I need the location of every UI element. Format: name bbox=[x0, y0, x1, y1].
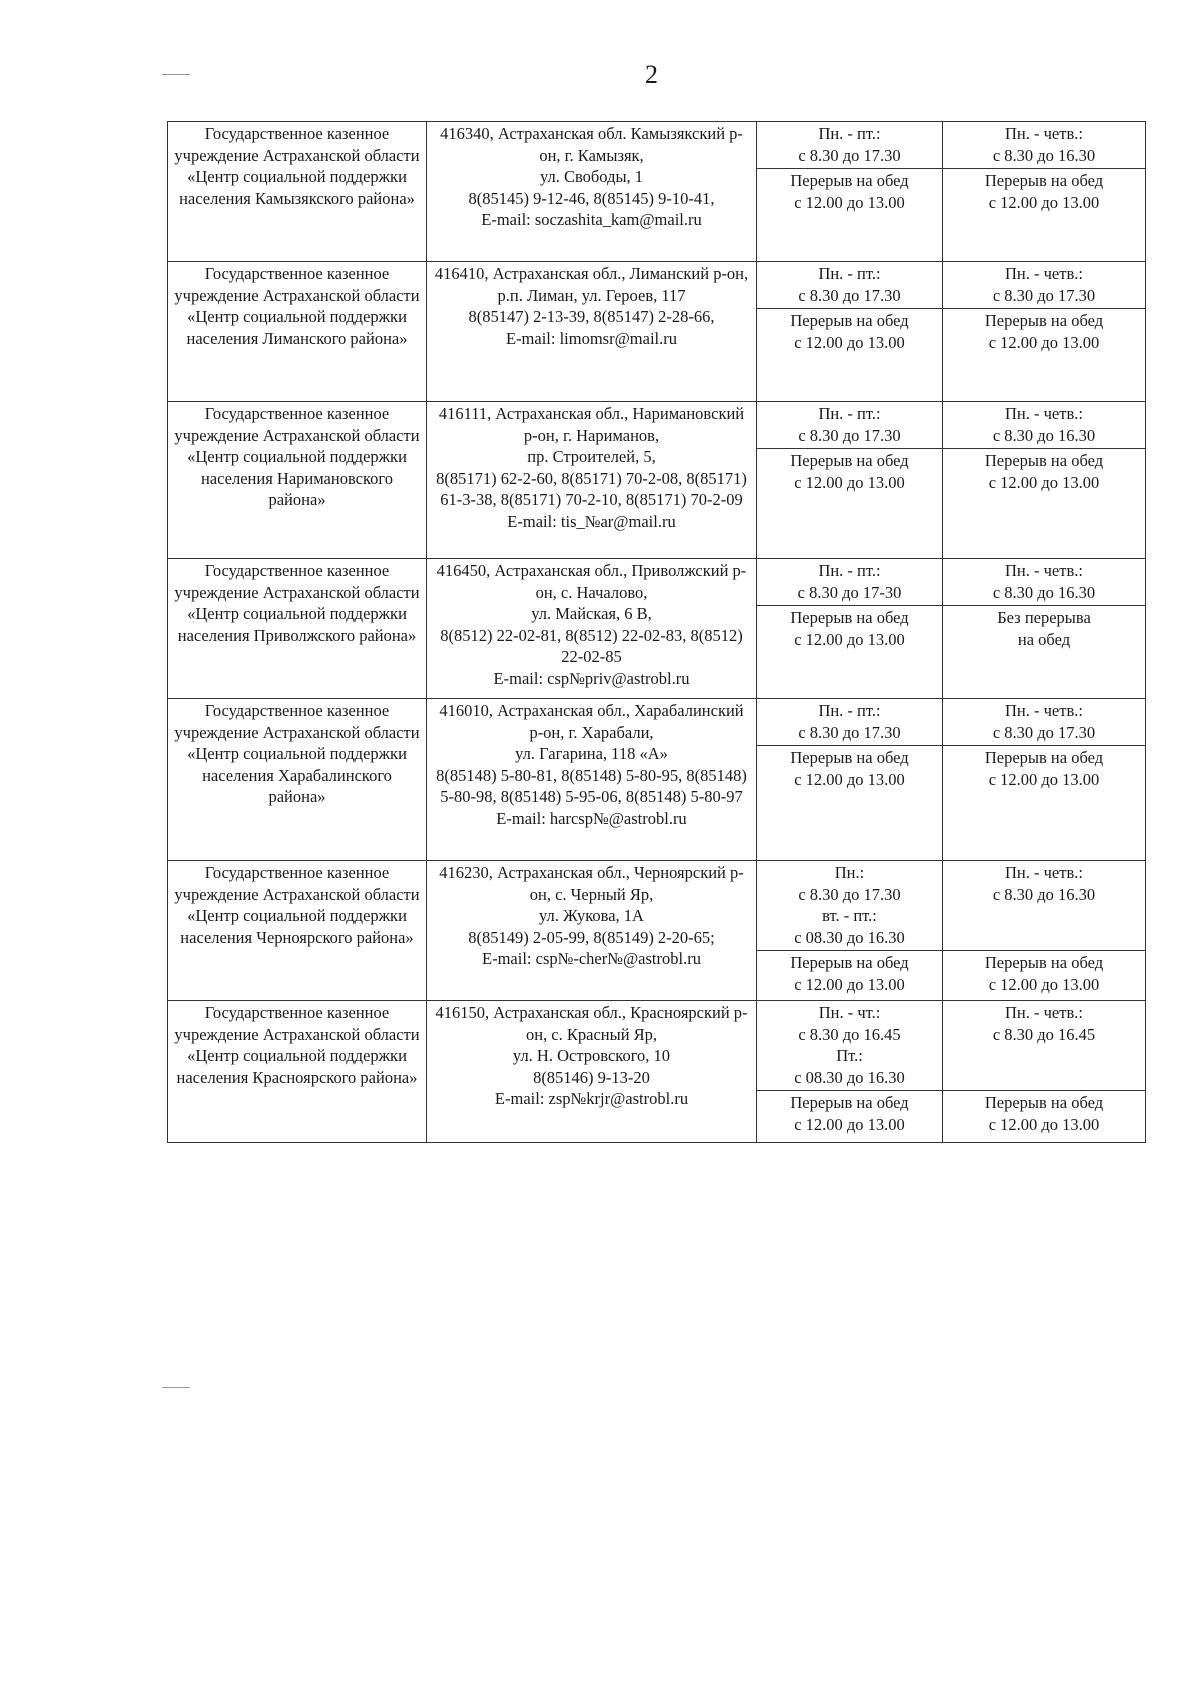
organization-name: Государственное казенное учреждение Астраханской области «Центр социальной поддержки населения Красноярского района» bbox=[174, 1003, 420, 1087]
address-line: E-mail: harcsp№@astrobl.ru bbox=[496, 808, 687, 828]
reception-lunch-cell bbox=[943, 169, 1146, 262]
hours-line: Пн. - чт.: bbox=[818, 1003, 881, 1022]
weekday-lunch-cell bbox=[757, 449, 943, 559]
hours-line: с 8.30 до 17.30 bbox=[798, 285, 901, 305]
reception-lunch-cell bbox=[943, 951, 1146, 1001]
address-contacts-cell bbox=[427, 861, 757, 1001]
reception-hours-cell bbox=[943, 122, 1146, 169]
table-row bbox=[168, 559, 1146, 606]
table-row bbox=[168, 861, 1146, 951]
hours-line: с 8.30 до 17-30 bbox=[797, 582, 902, 602]
hours-line: с 08.30 до 16.30 bbox=[794, 1067, 905, 1087]
hours-line: с 8.30 до 16.45 bbox=[798, 1024, 901, 1044]
address-line: E-mail: limomsr@mail.ru bbox=[505, 328, 677, 348]
table-row bbox=[168, 262, 1146, 309]
address-line: E-mail: csp№priv@astrobl.ru bbox=[493, 668, 690, 688]
address-line: 416111, Астраханская обл., Наримановский р-он, г. Нариманов, bbox=[438, 404, 745, 445]
organization-name-cell bbox=[168, 402, 427, 559]
scan-mark-bottom bbox=[162, 1387, 190, 1388]
lunch-line: с 12.00 до 13.00 bbox=[988, 192, 1100, 212]
address-line: E-mail: soczashita_kam@mail.ru bbox=[481, 210, 702, 229]
organization-name-cell bbox=[168, 122, 427, 262]
lunch-line: Перерыв на обед bbox=[790, 171, 909, 190]
weekday-hours-cell bbox=[757, 699, 943, 746]
organization-name-cell bbox=[168, 861, 427, 1001]
weekday-hours-cell bbox=[757, 861, 943, 951]
organization-name-cell bbox=[168, 262, 427, 402]
hours-line: с 8.30 до 17.30 bbox=[798, 884, 901, 904]
lunch-line: с 12.00 до 13.00 bbox=[988, 769, 1100, 789]
social-support-centers-table bbox=[167, 121, 1146, 1143]
organization-name-cell bbox=[168, 699, 427, 861]
lunch-line: с 12.00 до 13.00 bbox=[794, 769, 905, 789]
address-contacts-cell bbox=[427, 262, 757, 402]
lunch-line: с 12.00 до 13.00 bbox=[794, 1114, 905, 1134]
hours-line: с 8.30 до 16.30 bbox=[992, 582, 1096, 602]
address-line: 8(85148) 5-80-81, 8(85148) 5-80-95, 8(85148) 5-80-98, 8(85148) 5-95-06, 8(85148) 5-80-97 bbox=[436, 765, 747, 806]
lunch-line: Перерыв на обед bbox=[790, 608, 909, 627]
organization-name: Государственное казенное учреждение Астраханской области «Центр социальной поддержки населения Наримановского района» bbox=[174, 404, 420, 509]
address-contacts-cell bbox=[427, 699, 757, 861]
hours-line: с 8.30 до 16.30 bbox=[992, 145, 1096, 165]
lunch-line: Перерыв на обед bbox=[984, 1093, 1104, 1112]
lunch-line: Перерыв на обед bbox=[984, 953, 1104, 972]
organization-name: Государственное казенное учреждение Астраханской области «Центр социальной поддержки населения Черноярского района» bbox=[174, 863, 420, 947]
hours-line: с 08.30 до 16.30 bbox=[794, 927, 905, 947]
hours-line: с 8.30 до 17.30 bbox=[798, 425, 901, 445]
weekday-lunch-cell bbox=[757, 169, 943, 262]
lunch-line: с 12.00 до 13.00 bbox=[794, 332, 905, 352]
lunch-line: Без перерыва bbox=[997, 608, 1091, 627]
hours-line: Пн. - четв.: bbox=[1005, 701, 1083, 720]
address-line: 416410, Астраханская обл., Лиманский р-он, р.п. Лиман, ул. Героев, 117 bbox=[434, 264, 749, 305]
lunch-line: с 12.00 до 13.00 bbox=[988, 974, 1100, 994]
organization-name: Государственное казенное учреждение Астраханской области «Центр социальной поддержки населения Камызякского района» bbox=[174, 124, 420, 208]
table-row bbox=[168, 122, 1146, 169]
address-line: 416010, Астраханская обл., Харабалинский р-он, г. Харабали, bbox=[439, 701, 744, 742]
lunch-line: Перерыв на обед bbox=[790, 748, 909, 767]
reception-lunch-cell bbox=[943, 449, 1146, 559]
address-line: пр. Строителей, 5, bbox=[527, 447, 656, 466]
hours-line: с 8.30 до 16.30 bbox=[992, 884, 1096, 904]
lunch-line: с 12.00 до 13.00 bbox=[794, 974, 905, 994]
reception-hours-cell bbox=[943, 861, 1146, 951]
page-number: 2 bbox=[645, 60, 658, 89]
address-line: 416450, Астраханская обл., Приволжский р-он, с. Началово, bbox=[436, 561, 747, 602]
hours-line: Пн. - пт.: bbox=[818, 264, 881, 283]
lunch-line: Перерыв на обед bbox=[790, 1093, 909, 1112]
lunch-line: с 12.00 до 13.00 bbox=[988, 332, 1100, 352]
reception-hours-cell bbox=[943, 262, 1146, 309]
scan-mark-top bbox=[162, 74, 190, 75]
hours-line: Пн. - четв.: bbox=[1005, 863, 1083, 882]
reception-lunch-cell bbox=[943, 1091, 1146, 1143]
lunch-line: Перерыв на обед bbox=[790, 953, 909, 972]
organization-name: Государственное казенное учреждение Астраханской области «Центр социальной поддержки населения Лиманского района» bbox=[174, 264, 420, 348]
organization-name: Государственное казенное учреждение Астраханской области «Центр социальной поддержки населения Приволжского района» bbox=[174, 561, 420, 645]
address-line: E-mail: zsp№krjr@astrobl.ru bbox=[494, 1089, 689, 1108]
hours-line: Пт.: bbox=[836, 1046, 863, 1065]
address-line: ул. Майская, 6 В, bbox=[531, 604, 652, 623]
hours-line: Пн. - пт.: bbox=[818, 701, 881, 720]
hours-line: Пн. - пт.: bbox=[818, 404, 881, 423]
address-contacts-cell bbox=[427, 402, 757, 559]
reception-hours-cell bbox=[943, 699, 1146, 746]
hours-line: вт. - пт.: bbox=[822, 906, 877, 925]
hours-line: Пн. - пт.: bbox=[818, 561, 881, 580]
weekday-lunch-cell bbox=[757, 606, 943, 699]
weekday-hours-cell bbox=[757, 122, 943, 169]
lunch-line: с 12.00 до 13.00 bbox=[988, 1114, 1100, 1134]
weekday-hours-cell bbox=[757, 262, 943, 309]
address-line: ул. Гагарина, 118 «А» bbox=[515, 744, 668, 763]
hours-line: с 8.30 до 17.30 bbox=[798, 145, 901, 165]
reception-lunch-cell bbox=[943, 746, 1146, 861]
hours-line: Пн. - пт.: bbox=[818, 124, 881, 143]
organization-name-cell bbox=[168, 1001, 427, 1143]
hours-line: с 8.30 до 16.45 bbox=[992, 1024, 1096, 1044]
address-line: 8(85171) 62-2-60, 8(85171) 70-2-08, 8(85171) 61-3-38, 8(85171) 70-2-10, 8(85171) 70-2-09 bbox=[436, 468, 747, 509]
address-contacts-cell bbox=[427, 122, 757, 262]
weekday-hours-cell bbox=[757, 559, 943, 606]
lunch-line: Перерыв на обед bbox=[790, 451, 909, 470]
lunch-line: Перерыв на обед bbox=[984, 451, 1104, 470]
lunch-line: Перерыв на обед bbox=[790, 311, 909, 330]
lunch-line: с 12.00 до 13.00 bbox=[794, 472, 905, 492]
hours-line: с 8.30 до 17.30 bbox=[992, 285, 1096, 305]
table-row bbox=[168, 699, 1146, 746]
reception-lunch-cell bbox=[943, 309, 1146, 402]
lunch-line: Перерыв на обед bbox=[984, 311, 1104, 330]
address-line: 8(85146) 9-13-20 bbox=[533, 1067, 650, 1087]
weekday-lunch-cell bbox=[757, 951, 943, 1001]
reception-hours-cell bbox=[943, 402, 1146, 449]
address-line: 416230, Астраханская обл., Черноярский р-он, с. Черный Яр, bbox=[439, 863, 744, 904]
weekday-hours-cell bbox=[757, 402, 943, 449]
address-line: ул. Свободы, 1 bbox=[539, 167, 644, 186]
hours-line: Пн. - четв.: bbox=[1005, 124, 1083, 143]
reception-hours-cell bbox=[943, 1001, 1146, 1091]
address-line: ул. Н. Островского, 10 bbox=[512, 1046, 671, 1065]
hours-line: с 8.30 до 17.30 bbox=[992, 722, 1096, 742]
organization-name-cell bbox=[168, 559, 427, 699]
reception-hours-cell bbox=[943, 559, 1146, 606]
hours-line: Пн. - четв.: bbox=[1005, 561, 1083, 580]
address-line: 416340, Астраханская обл. Камызякский р-он, г. Камызяк, bbox=[440, 124, 743, 165]
lunch-line: на обед bbox=[1017, 629, 1071, 649]
address-contacts-cell bbox=[427, 559, 757, 699]
address-line: 8(85147) 2-13-39, 8(85147) 2-28-66, bbox=[468, 307, 715, 326]
table-row bbox=[168, 1001, 1146, 1091]
weekday-hours-cell bbox=[757, 1001, 943, 1091]
address-line: 416150, Астраханская обл., Красноярский р-он, с. Красный Яр, bbox=[435, 1003, 748, 1044]
address-contacts-cell bbox=[427, 1001, 757, 1143]
weekday-lunch-cell bbox=[757, 1091, 943, 1143]
address-line: 8(85145) 9-12-46, 8(85145) 9-10-41, bbox=[468, 188, 715, 208]
address-line: ул. Жукова, 1А bbox=[539, 906, 644, 925]
reception-lunch-cell bbox=[943, 606, 1146, 699]
lunch-line: с 12.00 до 13.00 bbox=[988, 472, 1100, 492]
hours-line: Пн.: bbox=[834, 863, 865, 882]
lunch-line: Перерыв на обед bbox=[984, 748, 1104, 767]
weekday-lunch-cell bbox=[757, 746, 943, 861]
lunch-line: Перерыв на обед bbox=[984, 171, 1104, 190]
address-line: 8(85149) 2-05-99, 8(85149) 2-20-65; bbox=[468, 927, 715, 947]
address-line: E-mail: tis_№ar@mail.ru bbox=[507, 511, 676, 531]
address-line: E-mail: csp№-cher№@astrobl.ru bbox=[482, 949, 701, 968]
hours-line: с 8.30 до 16.30 bbox=[992, 425, 1096, 445]
address-line: 8(8512) 22-02-81, 8(8512) 22-02-83, 8(8512) 22-02-85 bbox=[440, 625, 743, 666]
table-row bbox=[168, 402, 1146, 449]
organization-name: Государственное казенное учреждение Астраханской области «Центр социальной поддержки населения Харабалинского района» bbox=[174, 701, 420, 806]
weekday-lunch-cell bbox=[757, 309, 943, 402]
hours-line: Пн. - четв.: bbox=[1005, 404, 1083, 423]
hours-line: Пн. - четв.: bbox=[1005, 264, 1083, 283]
hours-line: Пн. - четв.: bbox=[1005, 1003, 1083, 1022]
lunch-line: с 12.00 до 13.00 bbox=[794, 629, 905, 649]
hours-line: с 8.30 до 17.30 bbox=[798, 722, 901, 742]
lunch-line: с 12.00 до 13.00 bbox=[794, 192, 905, 212]
